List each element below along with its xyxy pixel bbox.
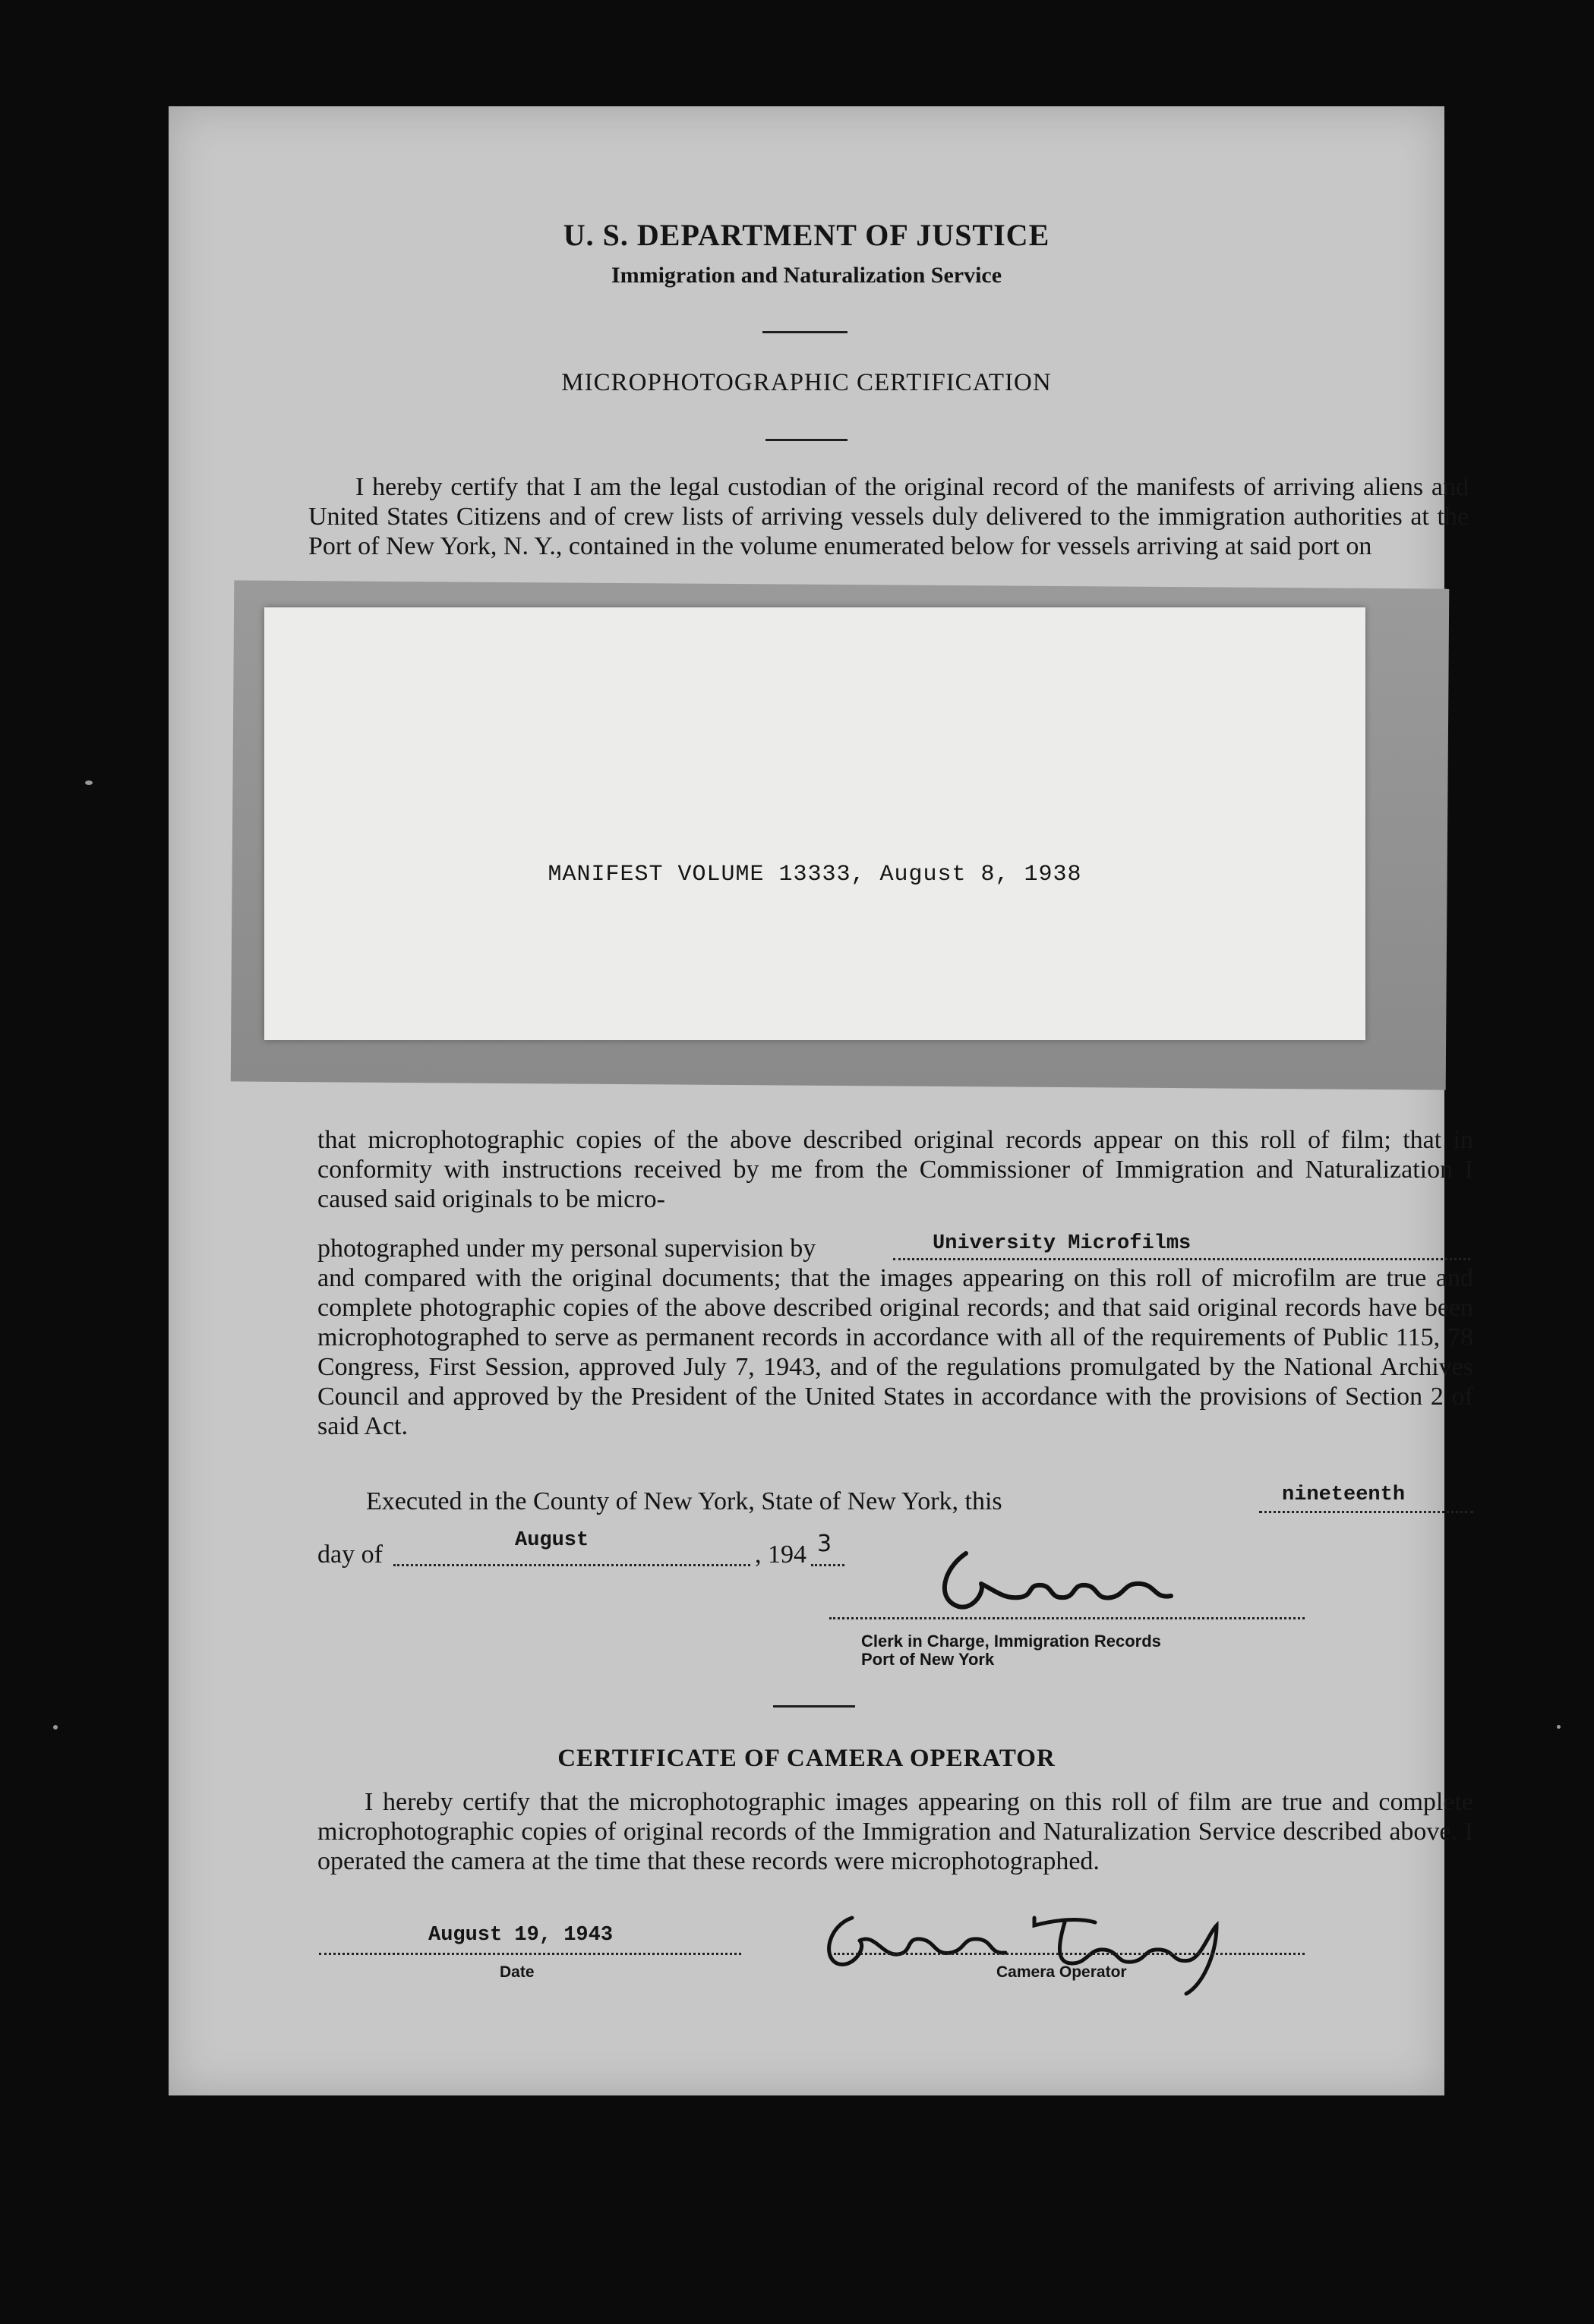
date-dotted-line [319,1953,741,1955]
execution-day-value: nineteenth [1282,1484,1406,1506]
divider-rule [773,1705,855,1708]
opening-paragraph: I hereby certify that I am the legal custodian of the original record of the manifests of arriving aliens and United States Citizens and of crew lists of arriving vessels duly delivered to the immigration authorities at the Port of New York, N. Y., contained in the volume enumerated below for vessels arriving at said port on [308,473,1469,560]
camera-operator-signature [806,1903,1277,2001]
service-subheading: Immigration and Naturalization Service [611,263,1002,288]
date-label: Date [500,1963,535,1981]
manifest-volume-text: MANIFEST VOLUME 13333, August 8, 1938 [548,862,1082,888]
camera-date-value: August 19, 1943 [428,1924,614,1947]
divider-rule [762,331,848,333]
camera-operator-text: I hereby certify that the microphotographic images appearing on this roll of film are true and complete microphotographic copies of original records of the Immigration and Naturalization Service described above. I operated the camera at the time that these records were microphotographed. [317,1788,1473,1875]
department-heading: U. S. DEPARTMENT OF JUSTICE [563,218,1050,252]
clerk-title: Clerk in Charge, Immigration Records [861,1632,1161,1651]
photographed-by-value: University Microfilms [933,1232,1192,1255]
photographed-by-line [317,1234,1473,1264]
certification-title: MICROPHOTOGRAPHIC CERTIFICATION [561,369,1052,396]
day-of-line [317,1529,1001,1573]
camera-operator-label: Camera Operator [996,1963,1127,1981]
photographed-by-dotted-line [893,1258,1470,1260]
year-prefix-digits: 194 [768,1540,806,1569]
body-paragraph-part2: and compared with the original documents; that the images appearing on this roll of microfilm are true and complete photographic copies of the above described original records; and that said original records have been microphotographed to serve as permanent records in accordance with all of the requirements of Public 115, 78 Congress, First Session, approved July 7, 1943, and of the regulations promulgated by the National Archives Council and approved by the President of the United States in accordance with the provisions of Section 2 of said Act. [317,1264,1473,1440]
photographed-by-prefix: photographed under my personal supervision by [317,1235,816,1263]
divider-rule [765,439,848,441]
film-speck [53,1725,58,1730]
execution-year-value: 3 [817,1531,832,1557]
film-speck [1557,1725,1561,1729]
manifest-slip [264,607,1365,1040]
body-paragraph-part1: that microphotographic copies of the above described original records appear on this roll of film; that in conformity with instructions received by me from the Commissioner of Immigration and Naturalization I caused said originals to be micro- [317,1126,1473,1213]
day-dotted-line [1259,1511,1473,1513]
month-dotted-line [393,1564,750,1566]
camera-operator-title: CERTIFICATE OF CAMERA OPERATOR [557,1745,1056,1772]
day-of-label: day of [317,1540,383,1569]
clerk-signature [913,1538,1232,1622]
clerk-signature-line [829,1617,1305,1619]
document-page [169,106,1473,2095]
execution-line [317,1484,1473,1520]
year-prefix: , 194 [755,1540,806,1569]
film-speck [85,780,93,785]
year-dotted-line [811,1564,844,1566]
execution-prefix: Executed in the County of New York, State of New York, this [366,1487,1002,1515]
operator-signature-line [834,1953,1305,1955]
clerk-location: Port of New York [861,1650,995,1669]
execution-month-value: August [515,1529,589,1552]
